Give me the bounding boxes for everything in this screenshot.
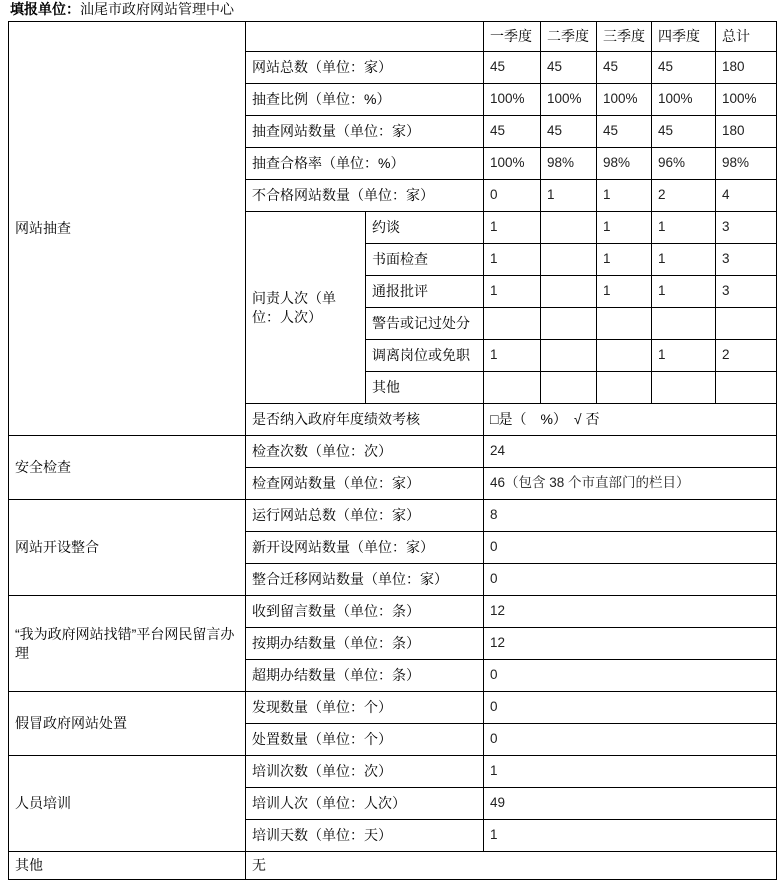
sub-item-label: 书面检查 [366, 244, 484, 276]
value-cell: 1 [484, 244, 541, 276]
item-label: 不合格网站数量（单位：家） [246, 180, 484, 212]
value-cell [541, 308, 597, 340]
sub-item-label: 其他 [366, 372, 484, 404]
value-cell: 100% [484, 84, 541, 116]
value-cell: 4 [716, 180, 777, 212]
value-cell [716, 372, 777, 404]
value-cell [597, 340, 652, 372]
value-cell: 1 [597, 212, 652, 244]
header-q1: 一季度 [484, 22, 541, 52]
value-cell: 3 [716, 276, 777, 308]
value-cell: 1 [597, 276, 652, 308]
header-q4: 四季度 [652, 22, 716, 52]
value-cell [652, 372, 716, 404]
value-cell: 0 [484, 724, 777, 756]
value-cell: 49 [484, 788, 777, 820]
value-cell: 1 [484, 340, 541, 372]
value-cell [541, 276, 597, 308]
value-cell: 45 [597, 116, 652, 148]
value-cell [484, 308, 541, 340]
value-cell: 98% [541, 148, 597, 180]
section-cell-training: 人员培训 [9, 756, 246, 852]
value-cell: 12 [484, 596, 777, 628]
value-cell [541, 372, 597, 404]
sub-item-label: 约谈 [366, 212, 484, 244]
value-cell: 0 [484, 564, 777, 596]
item-label: 培训天数（单位：天） [246, 820, 484, 852]
value-cell [597, 372, 652, 404]
value-cell: 0 [484, 532, 777, 564]
value-cell: 45 [652, 52, 716, 84]
item-label: 超期办结数量（单位：条） [246, 660, 484, 692]
value-cell: 24 [484, 436, 777, 468]
item-label: 运行网站总数（单位：家） [246, 500, 484, 532]
value-cell: 45 [484, 52, 541, 84]
value-cell: 8 [484, 500, 777, 532]
table-row [9, 692, 777, 724]
value-cell: 46（包含 38 个市直部门的栏目） [484, 468, 777, 500]
table-header-row [9, 22, 777, 52]
value-cell: 1 [541, 180, 597, 212]
value-cell: 45 [541, 116, 597, 148]
item-label: 按期办结数量（单位：条） [246, 628, 484, 660]
item-label: 处置数量（单位：个） [246, 724, 484, 756]
item-label: 抽查合格率（单位：%） [246, 148, 484, 180]
value-cell: 0 [484, 180, 541, 212]
value-cell: 45 [652, 116, 716, 148]
item-label: 新开设网站数量（单位：家） [246, 532, 484, 564]
value-cell: 1 [652, 212, 716, 244]
value-cell: 45 [541, 52, 597, 84]
section-cell-security: 安全检查 [9, 436, 246, 500]
value-cell: 0 [484, 692, 777, 724]
item-label: 发现数量（单位：个） [246, 692, 484, 724]
value-cell: 180 [716, 116, 777, 148]
value-cell [716, 308, 777, 340]
value-cell: 98% [716, 148, 777, 180]
value-cell: 180 [716, 52, 777, 84]
value-cell: 0 [484, 660, 777, 692]
report-unit-value: 汕尾市政府网站管理中心 [80, 1, 234, 17]
accountability-label: 问责人次（单位：人次） [246, 212, 366, 404]
value-cell: 12 [484, 628, 777, 660]
report-unit-title [0, 0, 783, 21]
table-row [9, 500, 777, 532]
value-cell: 1 [652, 244, 716, 276]
value-cell: 100% [541, 84, 597, 116]
item-label: 抽查比例（单位：%） [246, 84, 484, 116]
value-cell: 45 [484, 116, 541, 148]
sub-item-label: 警告或记过处分 [366, 308, 484, 340]
value-cell: 2 [652, 180, 716, 212]
value-cell: 1 [484, 212, 541, 244]
value-cell: 100% [716, 84, 777, 116]
value-cell: 98% [597, 148, 652, 180]
sub-item-label: 通报批评 [366, 276, 484, 308]
item-label: 网站总数（单位：家） [246, 52, 484, 84]
item-label: 收到留言数量（单位：条） [246, 596, 484, 628]
value-cell: 100% [652, 84, 716, 116]
value-cell: 无 [246, 852, 777, 880]
value-cell: 1 [652, 276, 716, 308]
report-unit-label: 填报单位： [10, 1, 80, 17]
value-cell: 96% [652, 148, 716, 180]
header-total: 总计 [716, 22, 777, 52]
value-cell [541, 340, 597, 372]
table-row [9, 596, 777, 628]
assessment-checkbox-value: □是（ %） √ 否 [484, 404, 777, 436]
quarterly-report-table [8, 21, 777, 880]
section-cell-integration: 网站开设整合 [9, 500, 246, 596]
value-cell [484, 372, 541, 404]
item-label: 是否纳入政府年度绩效考核 [246, 404, 484, 436]
item-label: 抽查网站数量（单位：家） [246, 116, 484, 148]
value-cell: 1 [597, 180, 652, 212]
section-cell-feedback: “我为政府网站找错”平台网民留言办理 [9, 596, 246, 692]
value-cell: 1 [652, 340, 716, 372]
table-row [9, 436, 777, 468]
value-cell [597, 308, 652, 340]
item-label: 检查次数（单位：次） [246, 436, 484, 468]
item-label: 培训人次（单位：人次） [246, 788, 484, 820]
item-label: 整合迁移网站数量（单位：家） [246, 564, 484, 596]
header-empty-cell [246, 22, 484, 52]
value-cell: 1 [484, 756, 777, 788]
table-row [9, 852, 777, 880]
header-q3: 三季度 [597, 22, 652, 52]
value-cell: 1 [484, 820, 777, 852]
header-q2: 二季度 [541, 22, 597, 52]
value-cell: 100% [597, 84, 652, 116]
sub-item-label: 调离岗位或免职 [366, 340, 484, 372]
value-cell: 1 [597, 244, 652, 276]
value-cell: 100% [484, 148, 541, 180]
value-cell [652, 308, 716, 340]
item-label: 培训次数（单位：次） [246, 756, 484, 788]
section-cell-counterfeit: 假冒政府网站处置 [9, 692, 246, 756]
value-cell: 1 [484, 276, 541, 308]
value-cell: 2 [716, 340, 777, 372]
value-cell: 45 [597, 52, 652, 84]
section-cell-other: 其他 [9, 852, 246, 880]
table-row [9, 756, 777, 788]
item-label: 检查网站数量（单位：家） [246, 468, 484, 500]
value-cell: 3 [716, 244, 777, 276]
value-cell [541, 212, 597, 244]
value-cell [541, 244, 597, 276]
value-cell: 3 [716, 212, 777, 244]
section-cell-sampling: 网站抽查 [9, 22, 246, 436]
